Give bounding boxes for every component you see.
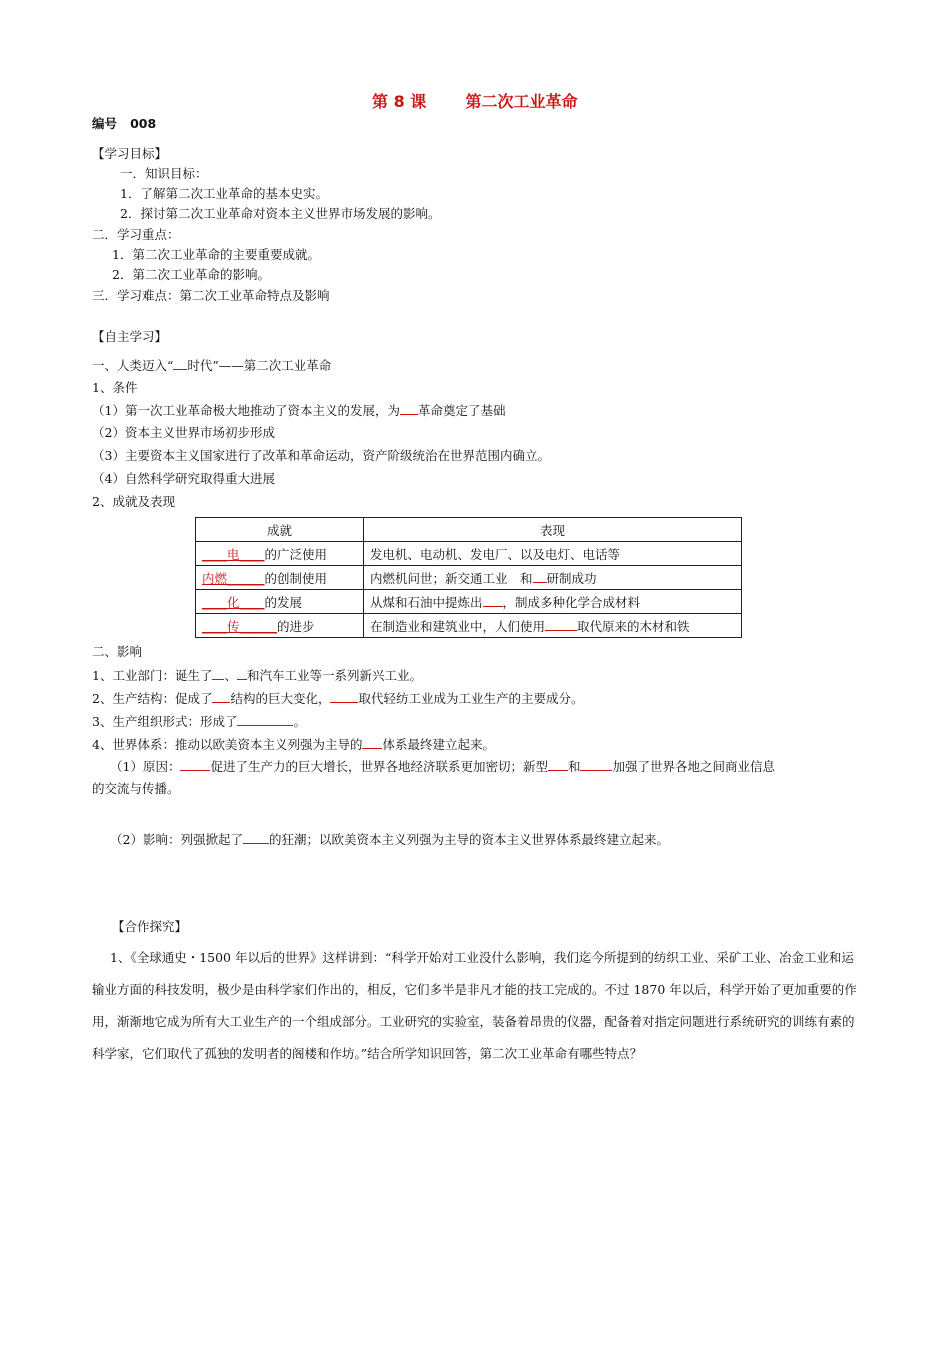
blank[interactable] [400,402,418,415]
answer-text: 传 [227,618,240,634]
answer-text: 化 [227,594,240,610]
goals-heading: 【学习目标】 [92,146,168,161]
section-1-title: 一、人类迈入“ 时代”——第二次工业革命 [92,358,332,373]
page-title [372,94,577,110]
achievement-cell: 内燃______的创制使用 [196,566,364,590]
blank[interactable] [173,357,187,370]
coop-heading: 【合作探究】 [112,919,188,934]
key-point-1: 1．第二次工业革命的主要重要成就。 [112,247,320,262]
achievements-heading: 2、成就及表现 [92,494,175,509]
achievement-cell: ____化____的发展 [196,590,364,614]
achievement-cell: ____电____的广泛使用 [196,542,364,566]
impact-2: 2、生产结构：促成了 结构的巨大变化， 取代轻纺工业成为工业生产的主要成分。 [92,691,584,706]
condition-3: （3）主要资本主义国家进行了改革和革命运动，资产阶级统治在世界范围内确立。 [92,448,550,463]
blank[interactable] [212,690,230,703]
impact-reason: （1）原因： 促进了生产力的巨大增长，世界各地经济联系更加密切；新型 和 加强了世界各地之间商业信息 [110,759,775,774]
table-row [196,566,742,590]
knowledge-item-1: 1．了解第二次工业革命的基本史实。 [120,186,328,201]
achievements-table [195,517,742,638]
blank[interactable] [237,713,293,726]
blank[interactable] [243,831,269,844]
manifestation-cell: 内燃机问世；新交通工业 和 研制成功 [364,566,742,590]
difficulty: 三．学习难点：第二次工业革命特点及影响 [92,288,330,303]
key-point-2: 2．第二次工业革命的影响。 [112,267,270,282]
table-row [196,590,742,614]
blank[interactable] [180,758,210,771]
knowledge-item-2: 2．探讨第二次工业革命对资本主义世界市场发展的影响。 [120,206,441,221]
condition-4: （4）自然科学研究取得重大进展 [92,471,275,486]
blank[interactable] [483,594,503,607]
table-row [196,542,742,566]
column-header-achievement: 成就 [196,518,364,542]
lesson-title: 第二次工业革命 [465,92,578,111]
lesson-code: 编号 008 [92,116,157,131]
blank[interactable] [545,618,577,631]
manifestation-cell: 从煤和石油中提炼出 ，制成多种化学合成材料 [364,590,742,614]
impact-1: 1、工业部门：诞生了 、 和汽车工业等一系列新兴工业。 [92,668,422,683]
impact-effect: （2）影响：列强掀起了 的狂潮；以欧美资本主义列强为主导的资本主义世界体系最终建立起来。 [110,832,669,847]
answer-text: 电 [227,546,240,562]
lesson-number: 第 8 课 [372,92,427,111]
impact-4: 4、世界体系：推动以欧美资本主义列强为主导的 体系最终建立起来。 [92,737,495,752]
manifestation-cell: 在制造业和建筑业中，人们使用 取代原来的木材和铁 [364,614,742,638]
impact-heading: 二、影响 [92,644,143,659]
coop-question-1: 1、《全球通史・1500 年以后的世界》这样讲到：“科学开始对工业没什么影响，我们迄今所提到的纺织工业、采矿工业、冶金工业和运输业方面的科技发明，极少是由科学家们作出的，相反，它们多半是非凡才能的技工完成的。不过 1870 年以后，科学开始了更加重要的作用，渐渐地它成为所有大工业生产的一个组成部分。工业研究的实验室，装备着昂贵的仪器，配备着对指定问题进行系统研究的训练有素的科学家，它们取代了孤独的发明者的阁楼和作坊。”结合所学知识回答，第二次工业革命有哪些特点？ [92,950,857,1061]
achievement-cell: ____传______的进步 [196,614,364,638]
blank[interactable] [237,667,247,680]
blank[interactable] [580,758,612,771]
condition-1: （1）第一次工业革命极大地推动了资本主义的发展，为 革命奠定了基础 [92,403,506,418]
blank[interactable] [533,570,547,583]
blank[interactable] [548,758,568,771]
knowledge-heading: 一．知识目标： [120,166,208,181]
impact-reason-cont: 的交流与传播。 [92,781,180,796]
column-header-manifestation: 表现 [364,518,742,542]
self-study-heading: 【自主学习】 [92,329,168,344]
manifestation-cell: 发电机、电动机、发电厂、以及电灯、电话等 [364,542,742,566]
key-points-heading: 二．学习重点： [92,227,180,242]
table-row [196,614,742,638]
blank[interactable] [212,667,224,680]
impact-3: 3、生产组织形式：形成了 。 [92,714,306,729]
table-header-row [196,518,742,542]
condition-2: （2）资本主义世界市场初步形成 [92,425,275,440]
answer-text: 内燃 [202,570,228,586]
blank[interactable] [362,736,382,749]
blank[interactable] [330,690,358,703]
conditions-heading: 1、条件 [92,380,138,395]
